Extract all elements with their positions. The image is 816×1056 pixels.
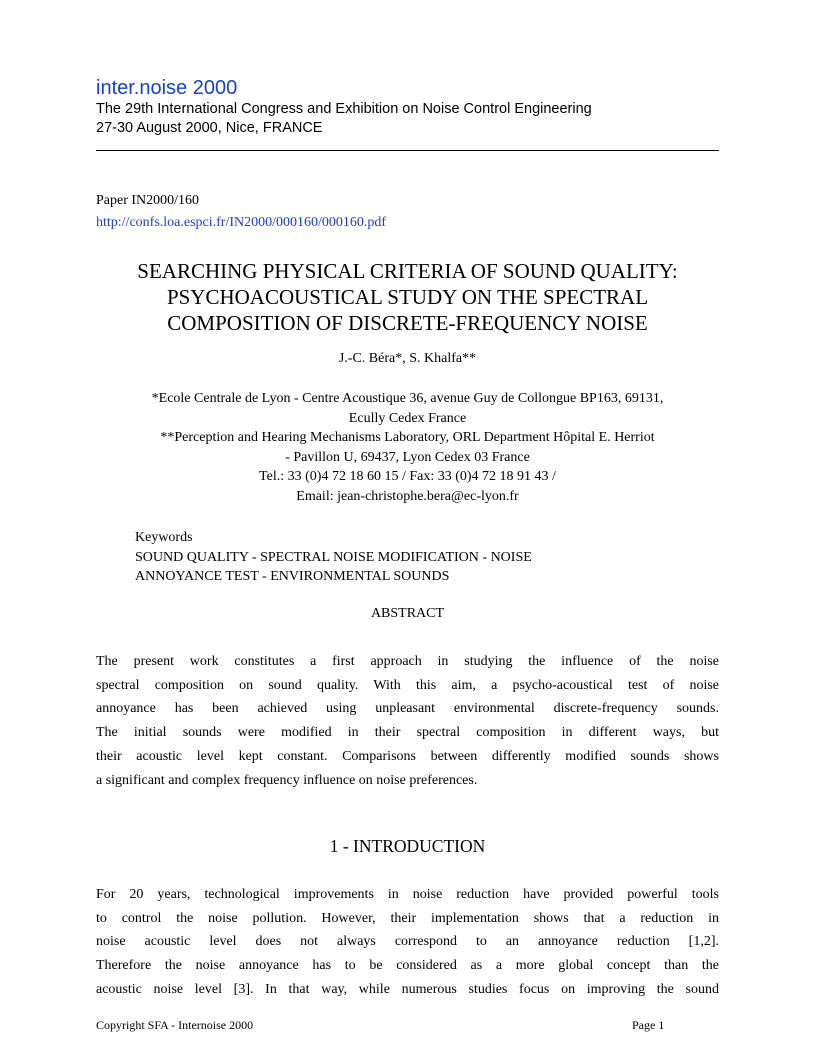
keywords-block	[135, 528, 532, 587]
authors: J.-C. Béra*, S. Khalfa**	[338, 351, 477, 366]
title-line: SEARCHING PHYSICAL CRITERIA OF SOUND QUALITY:	[137, 259, 678, 283]
affiliation-line: *Ecole Centrale de Lyon - Centre Acoustique 36, avenue Guy de Collongue BP163, 69131,	[151, 391, 664, 406]
paper-url-link[interactable]: http://confs.loa.espci.fr/IN2000/000160/000160.pdf	[96, 215, 387, 230]
abstract-paragraph	[96, 650, 719, 792]
congress-title: The 29th International Congress and Exhibition on Noise Control Engineering	[96, 101, 592, 117]
affiliation-line: Email: jean-christophe.bera@ec-lyon.fr	[296, 488, 519, 504]
affiliation-line: Tel.: 33 (0)4 72 18 60 15 / Fax: 33 (0)4 72 18 91 43 /	[259, 469, 556, 484]
conference-dates: 27-30 August 2000, Nice, FRANCE	[96, 120, 323, 136]
keywords-label: Keywords	[135, 530, 193, 545]
introduction-line: acoustic noise level [3]. In that way, while numerous studies focus on improving the sound	[96, 981, 719, 997]
introduction-heading: 1 - INTRODUCTION	[329, 836, 486, 856]
paper-title	[96, 258, 719, 336]
introduction-line: to control the noise pollution. However, their implementation shows that a reduction in	[96, 910, 719, 926]
affiliations	[96, 389, 719, 506]
affiliation-line: - Pavillon U, 69437, Lyon Cedex 03 France	[285, 449, 530, 465]
keywords-line: SOUND QUALITY - SPECTRAL NOISE MODIFICATION - NOISE	[135, 549, 532, 565]
introduction-line: Therefore the noise annoyance has to be considered as a more global concept than the	[96, 958, 719, 974]
abstract-line: annoyance has been achieved using unpleasant environmental discrete-frequency sounds.	[96, 701, 719, 717]
introduction-line: For 20 years, technological improvements in noise reduction have provided powerful tools	[96, 887, 719, 902]
abstract-line: The initial sounds were modified in their spectral composition in different ways, but	[96, 725, 719, 741]
abstract-line: The present work constitutes a first approach in studying the influence of the noise	[96, 654, 719, 669]
title-line: PSYCHOACOUSTICAL STUDY ON THE SPECTRAL	[166, 285, 649, 309]
abstract-line: spectral composition on sound quality. With this aim, a psycho-acoustical test of noise	[96, 677, 719, 693]
paper-id: Paper IN2000/160	[96, 193, 200, 208]
abstract-heading: ABSTRACT	[370, 606, 445, 621]
footer-page-number: Page 1	[632, 1018, 665, 1032]
affiliation-line: **Perception and Hearing Mechanisms Laboratory, ORL Department Hôpital E. Herriot	[160, 430, 655, 445]
footer-copyright: Copyright SFA - Internoise 2000	[96, 1018, 254, 1032]
title-line: COMPOSITION OF DISCRETE-FREQUENCY NOISE	[167, 311, 648, 335]
abstract-line: their acoustic level kept constant. Comparisons between differently modified sounds shows	[96, 748, 719, 764]
conference-name: inter.noise 2000	[96, 77, 238, 99]
header-divider	[96, 150, 719, 151]
keywords-line: ANNOYANCE TEST - ENVIRONMENTAL SOUNDS	[135, 569, 450, 584]
affiliation-line: Ecully Cedex France	[348, 410, 467, 426]
introduction-line: noise acoustic level does not always correspond to an annoyance reduction [1,2].	[96, 934, 719, 950]
introduction-paragraph	[96, 883, 719, 1002]
abstract-line: a significant and complex frequency influence on noise preferences.	[96, 772, 478, 788]
